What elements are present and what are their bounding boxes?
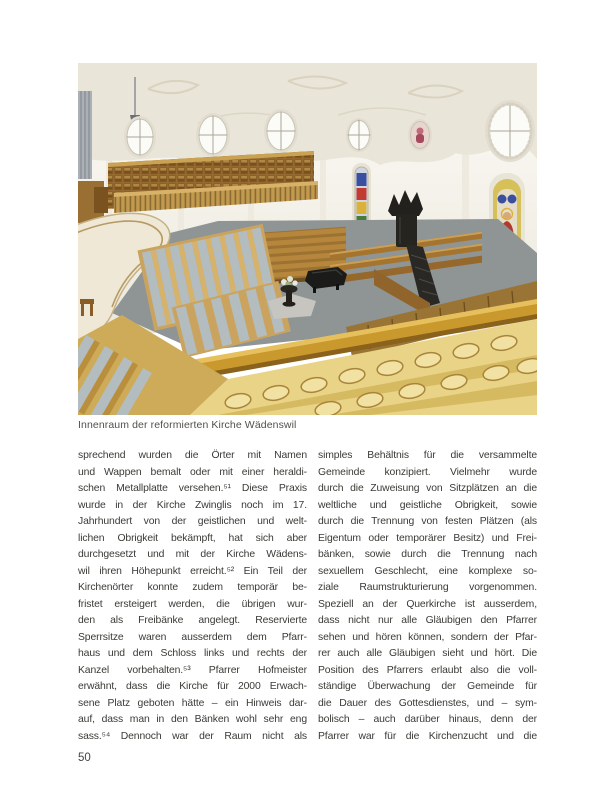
oval-window (264, 109, 298, 153)
text-line: Pfarrer war für die Kirchenzucht und die (318, 730, 537, 742)
text-line: sehen und hören können, sondern der Pfar- (318, 631, 537, 643)
text-line: ziale Raumstrukturierung vorgenommen. (318, 582, 537, 593)
text-line: den als Freibänke angelegt. Reservierte (78, 615, 307, 626)
text-line: sprechend wurden die Örter mit Namen (78, 450, 307, 461)
oval-window (485, 100, 535, 162)
text-line: lichen Obrigkeit bekämpft, hat sich aber (78, 532, 307, 544)
page-number: 50 (78, 752, 91, 764)
text-column-right (318, 448, 537, 745)
text-column-left (78, 448, 307, 745)
text-line: haus und dem Schloss links und rechts der (78, 648, 307, 659)
text-line: wurde in der Kirche Zwinglis noch im 17. (78, 499, 307, 511)
text-line: sene Platz geboten hätte – ein Hinweis dar- (78, 697, 307, 709)
text-line: bänken, sowie durch die Trennung nach (318, 549, 537, 560)
text-line: durch die Trennung von festen Plätzen (als (318, 516, 537, 527)
text-line: Kanzel vorbehalten.⁵³ Pfarrer Hofmeister (78, 664, 307, 676)
stained-oval-window (408, 119, 432, 151)
text-line: sass.⁵⁴ Dennoch war der Raum nicht als (78, 730, 307, 742)
text-line: Eigentum oder temporärer Besitz) und Frei- (318, 532, 537, 544)
oval-window (124, 116, 156, 158)
text-line: Sperrsitze waren ausserdem dem Pfarr- (78, 631, 307, 643)
text-line: und Wappen bemalt oder mit einer heraldi- (78, 466, 307, 478)
text-line: auf, dass man in den Bänken wohl sehr eng (78, 714, 307, 725)
text-line: Jahrhundert von der geistlichen und welt- (78, 516, 307, 527)
text-line: wil ihren Höhepunkt erreicht.⁵² Ein Teil der (78, 565, 307, 577)
text-line: fristet ersteigert werden, die übrigen wur- (78, 598, 307, 610)
text-line: durchgesetzt und mit der Kirche Wädens- (78, 549, 307, 560)
oval-window (196, 113, 230, 157)
text-line: weltliche und geistliche Obrigkeit, sowie (318, 499, 537, 511)
text-line: Kirchenörter konnte zudem temporär be- (78, 582, 307, 593)
text-line: erwähnt, dass die Kirche für 2000 Erwach- (78, 681, 307, 692)
text-line: Gemeinde konzipiert. Vielmehr wurde (318, 466, 537, 478)
text-line: durch die Zuweisung von Sitzplätzen an die (318, 483, 537, 494)
text-line: ständige Überwachung der Gemeinde für (318, 681, 537, 692)
text-line: dass nicht nur alle Gläubigen den Pfarrer (318, 615, 537, 626)
figure-caption: Innenraum der reformierten Kirche Wädenswil (78, 419, 297, 431)
text-line: Speziell an der Querkirche ist ausserdem, (318, 598, 537, 610)
text-line: bolisch – auch darüber hinaus, denn der (318, 714, 537, 725)
church-photo (78, 63, 537, 415)
text-line: Position des Pfarrers erlaubt also die voll- (318, 664, 537, 676)
text-line: die Dauer des Gottesdienstes, und – sym- (318, 697, 537, 709)
organ-console (94, 187, 108, 213)
text-line: simples Behältnis für die versammelte (318, 450, 537, 461)
text-line: sexuellem Geschlecht, eine komplexe so- (318, 565, 537, 577)
body-text (78, 448, 537, 745)
oval-window (346, 118, 372, 152)
text-line: rer auch alle Gläubigen sieht und hört. Die (318, 648, 537, 659)
text-line: schen Metallplatte versehen.⁵¹ Diese Praxis (78, 483, 307, 494)
